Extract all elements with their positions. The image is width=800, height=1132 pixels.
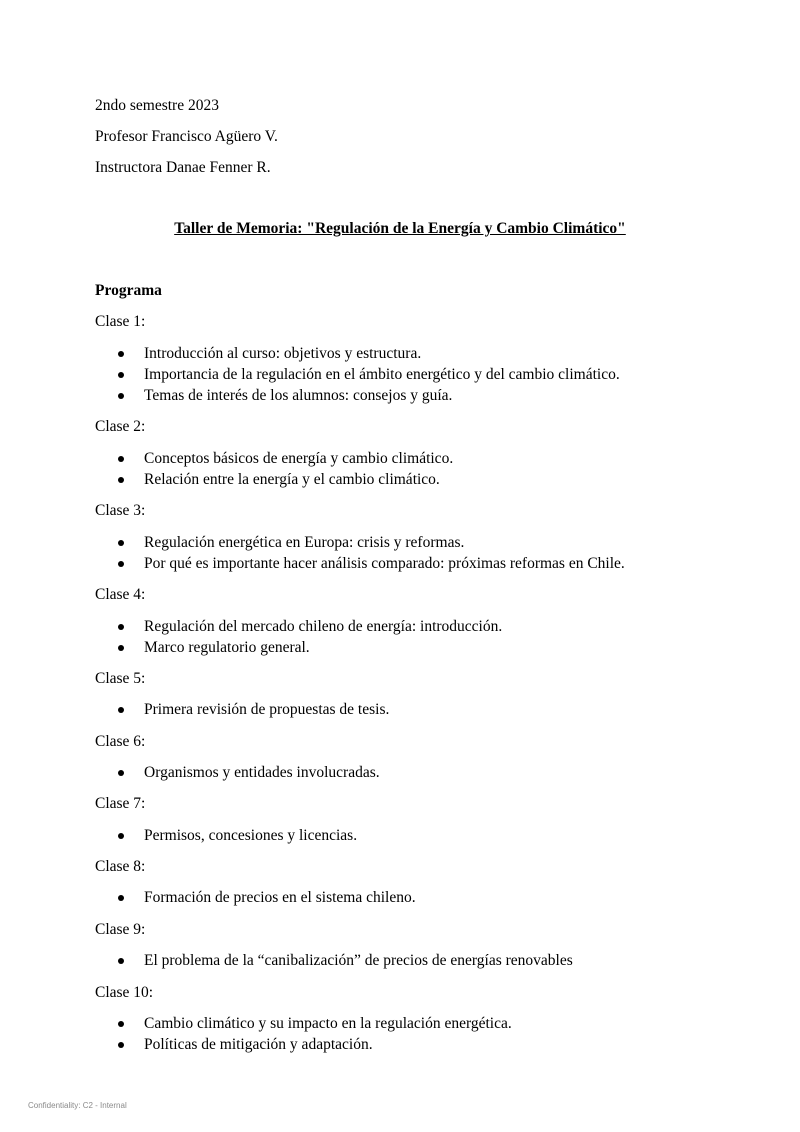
bullet-icon <box>118 351 124 357</box>
list-item-text: Marco regulatorio general. <box>144 639 310 656</box>
list-item-text: Conceptos básicos de energía y cambio climático. <box>144 450 454 467</box>
list-item-text: Permisos, concesiones y licencias. <box>144 827 358 844</box>
list-item-text: Políticas de mitigación y adaptación. <box>144 1036 373 1053</box>
bullet-icon <box>118 561 124 567</box>
bullet-icon <box>118 372 124 378</box>
bullet-icon <box>118 456 124 462</box>
class-label: Clase 5: <box>95 670 146 687</box>
class-label: Clase 3: <box>95 502 146 519</box>
bullet-icon <box>118 1042 124 1048</box>
bullet-icon <box>118 645 124 651</box>
program-heading: Programa <box>95 282 162 299</box>
list-item-text: Primera revisión de propuestas de tesis. <box>144 701 390 718</box>
bullet-icon <box>118 1021 124 1027</box>
class-label: Clase 6: <box>95 733 146 750</box>
list-item-text: Importancia de la regulación en el ámbito energético y del cambio climático. <box>144 366 620 383</box>
bullet-icon <box>118 895 124 901</box>
confidentiality-footer: Confidentiality: C2 - Internal <box>28 1101 127 1110</box>
class-label: Clase 2: <box>95 418 146 435</box>
class-label: Clase 4: <box>95 586 146 603</box>
list-item-text: Introducción al curso: objetivos y estructura. <box>144 345 422 362</box>
class-label: Clase 1: <box>95 313 146 330</box>
semester-line: 2ndo semestre 2023 <box>95 97 219 114</box>
bullet-icon <box>118 958 124 964</box>
list-item-text: Cambio climático y su impacto en la regulación energética. <box>144 1015 512 1032</box>
list-item-text: Formación de precios en el sistema chileno. <box>144 889 416 906</box>
class-label: Clase 8: <box>95 858 146 875</box>
professor-line: Profesor Francisco Agüero V. <box>95 128 278 145</box>
list-item-text: Por qué es importante hacer análisis comparado: próximas reformas en Chile. <box>144 555 625 572</box>
document-title: Taller de Memoria: "Regulación de la Energía y Cambio Climático" <box>174 220 626 237</box>
list-item-text: El problema de la “canibalización” de precios de energías renovables <box>144 952 573 969</box>
list-item-text: Temas de interés de los alumnos: consejos y guía. <box>144 387 453 404</box>
list-item-text: Regulación energética en Europa: crisis y reformas. <box>144 534 465 551</box>
bullet-icon <box>118 393 124 399</box>
bullet-icon <box>118 770 124 776</box>
bullet-icon <box>118 624 124 630</box>
bullet-icon <box>118 833 124 839</box>
class-label: Clase 7: <box>95 795 146 812</box>
bullet-icon <box>118 707 124 713</box>
list-item-text: Organismos y entidades involucradas. <box>144 764 380 781</box>
instructor-line: Instructora Danae Fenner R. <box>95 159 271 176</box>
bullet-icon <box>118 540 124 546</box>
bullet-icon <box>118 477 124 483</box>
class-label: Clase 9: <box>95 921 146 938</box>
list-item-text: Relación entre la energía y el cambio climático. <box>144 471 440 488</box>
list-item-text: Regulación del mercado chileno de energía: introducción. <box>144 618 503 635</box>
class-label: Clase 10: <box>95 984 154 1001</box>
